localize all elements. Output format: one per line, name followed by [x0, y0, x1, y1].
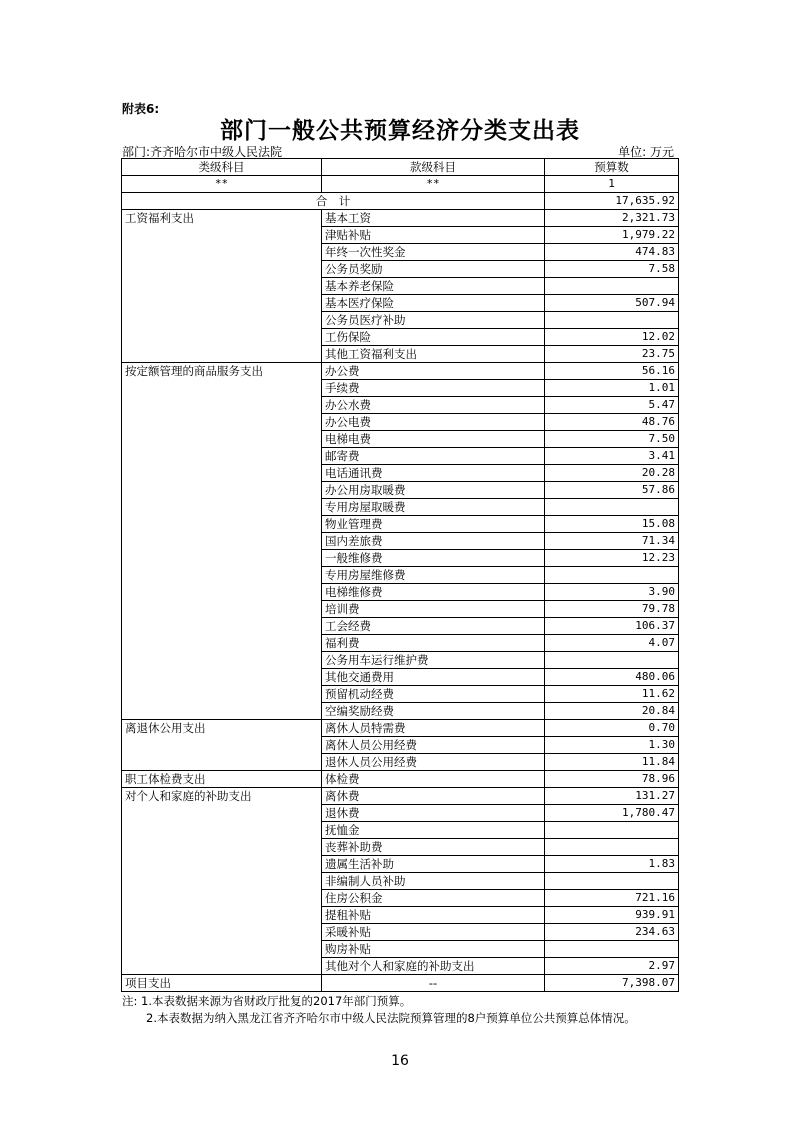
item-cell: 采暖补贴 — [322, 924, 545, 941]
value-cell: 12.02 — [545, 329, 679, 346]
item-cell: 办公用房取暖费 — [322, 482, 545, 499]
total-label: 合 计 — [122, 193, 545, 210]
value-cell: 15.08 — [545, 516, 679, 533]
item-cell: 电话通讯费 — [322, 465, 545, 482]
item-cell: 空编奖励经费 — [322, 703, 545, 720]
table-row — [122, 771, 679, 788]
value-cell: 23.75 — [545, 346, 679, 363]
value-cell: 474.83 — [545, 244, 679, 261]
item-cell: -- — [322, 975, 545, 992]
value-cell: 5.47 — [545, 397, 679, 414]
value-cell: 7.50 — [545, 431, 679, 448]
value-cell: 1,979.22 — [545, 227, 679, 244]
item-cell: 工会经费 — [322, 618, 545, 635]
item-cell: 培训费 — [322, 601, 545, 618]
item-cell: 退休费 — [322, 805, 545, 822]
value-cell — [545, 567, 679, 584]
value-cell: 11.62 — [545, 686, 679, 703]
table-row — [122, 788, 679, 805]
value-cell — [545, 499, 679, 516]
value-cell — [545, 941, 679, 958]
value-cell: 48.76 — [545, 414, 679, 431]
page-title: 部门一般公共预算经济分类支出表 — [220, 117, 580, 144]
code-row — [122, 176, 679, 193]
value-cell: 7,398.07 — [545, 975, 679, 992]
code-item: ** — [322, 176, 545, 193]
notes — [122, 993, 636, 1027]
item-cell: 住房公积金 — [322, 890, 545, 907]
department-label: 部门:齐齐哈尔市中级人民法院 — [122, 145, 283, 159]
value-cell: 7.58 — [545, 261, 679, 278]
item-cell: 电梯电费 — [322, 431, 545, 448]
item-cell: 丧葬补助费 — [322, 839, 545, 856]
item-cell: 专用房屋维修费 — [322, 567, 545, 584]
item-cell: 抚恤金 — [322, 822, 545, 839]
item-cell: 工伤保险 — [322, 329, 545, 346]
item-cell: 公务员医疗补助 — [322, 312, 545, 329]
item-cell: 年终一次性奖金 — [322, 244, 545, 261]
value-cell: 1.01 — [545, 380, 679, 397]
item-cell: 提租补贴 — [322, 907, 545, 924]
value-cell: 78.96 — [545, 771, 679, 788]
value-cell: 20.28 — [545, 465, 679, 482]
item-cell: 邮寄费 — [322, 448, 545, 465]
value-cell: 2,321.73 — [545, 210, 679, 227]
value-cell — [545, 822, 679, 839]
value-cell: 3.41 — [545, 448, 679, 465]
budget-table — [121, 158, 679, 992]
value-cell — [545, 312, 679, 329]
value-cell: 507.94 — [545, 295, 679, 312]
item-cell: 预留机动经费 — [322, 686, 545, 703]
category-cell: 职工体检费支出 — [122, 771, 322, 788]
item-cell: 办公费 — [322, 363, 545, 380]
value-cell: 20.84 — [545, 703, 679, 720]
attachment-label: 附表6: — [122, 102, 160, 116]
table-row — [122, 210, 679, 227]
value-cell — [545, 278, 679, 295]
value-cell: 1.30 — [545, 737, 679, 754]
item-cell: 一般维修费 — [322, 550, 545, 567]
value-cell: 71.34 — [545, 533, 679, 550]
item-cell: 其他工资福利支出 — [322, 346, 545, 363]
value-cell: 234.63 — [545, 924, 679, 941]
value-cell — [545, 873, 679, 890]
note-1: 注: 1.本表数据来源为省财政厅批复的2017年部门预算。 — [122, 994, 412, 1008]
total-row — [122, 193, 679, 210]
code-category: ** — [122, 176, 322, 193]
table-row — [122, 720, 679, 737]
value-cell: 12.23 — [545, 550, 679, 567]
column-header-budget: 预算数 — [545, 159, 679, 176]
page-number: 16 — [391, 1053, 409, 1069]
item-cell: 离休费 — [322, 788, 545, 805]
item-cell: 其他对个人和家庭的补助支出 — [322, 958, 545, 975]
item-cell: 遗属生活补助 — [322, 856, 545, 873]
table-row — [122, 975, 679, 992]
category-cell: 对个人和家庭的补助支出 — [122, 788, 322, 975]
unit-label: 单位: 万元 — [618, 145, 674, 159]
table-row — [122, 363, 679, 380]
column-header-category: 类级科目 — [122, 159, 322, 176]
item-cell: 专用房屋取暖费 — [322, 499, 545, 516]
item-cell: 办公水费 — [322, 397, 545, 414]
item-cell: 离休人员特需费 — [322, 720, 545, 737]
value-cell: 11.84 — [545, 754, 679, 771]
item-cell: 公务员奖励 — [322, 261, 545, 278]
item-cell: 购房补贴 — [322, 941, 545, 958]
value-cell: 4.07 — [545, 635, 679, 652]
value-cell — [545, 652, 679, 669]
category-cell: 按定额管理的商品服务支出 — [122, 363, 322, 720]
value-cell: 131.27 — [545, 788, 679, 805]
item-cell: 非编制人员补助 — [322, 873, 545, 890]
item-cell: 离休人员公用经费 — [322, 737, 545, 754]
item-cell: 其他交通费用 — [322, 669, 545, 686]
header-row — [122, 159, 679, 176]
value-cell: 57.86 — [545, 482, 679, 499]
value-cell: 56.16 — [545, 363, 679, 380]
value-cell: 939.91 — [545, 907, 679, 924]
item-cell: 基本医疗保险 — [322, 295, 545, 312]
item-cell: 津贴补贴 — [322, 227, 545, 244]
item-cell: 物业管理费 — [322, 516, 545, 533]
category-cell: 项目支出 — [122, 975, 322, 992]
column-header-item: 款级科目 — [322, 159, 545, 176]
item-cell: 办公电费 — [322, 414, 545, 431]
item-cell: 电梯维修费 — [322, 584, 545, 601]
value-cell: 3.90 — [545, 584, 679, 601]
item-cell: 手续费 — [322, 380, 545, 397]
value-cell: 1.83 — [545, 856, 679, 873]
code-budget: 1 — [545, 176, 679, 193]
value-cell: 1,780.47 — [545, 805, 679, 822]
value-cell: 0.70 — [545, 720, 679, 737]
total-value: 17,635.92 — [545, 193, 679, 210]
item-cell: 退休人员公用经费 — [322, 754, 545, 771]
item-cell: 基本工资 — [322, 210, 545, 227]
item-cell: 国内差旅费 — [322, 533, 545, 550]
item-cell: 福利费 — [322, 635, 545, 652]
value-cell — [545, 839, 679, 856]
value-cell: 721.16 — [545, 890, 679, 907]
value-cell: 106.37 — [545, 618, 679, 635]
item-cell: 公务用车运行维护费 — [322, 652, 545, 669]
category-cell: 工资福利支出 — [122, 210, 322, 363]
value-cell: 79.78 — [545, 601, 679, 618]
value-cell: 480.06 — [545, 669, 679, 686]
note-2: 2.本表数据为纳入黑龙江省齐齐哈尔市中级人民法院预算管理的8户预算单位公共预算总体情况。 — [146, 1011, 636, 1025]
item-cell: 体检费 — [322, 771, 545, 788]
item-cell: 基本养老保险 — [322, 278, 545, 295]
value-cell: 2.97 — [545, 958, 679, 975]
category-cell: 离退休公用支出 — [122, 720, 322, 771]
